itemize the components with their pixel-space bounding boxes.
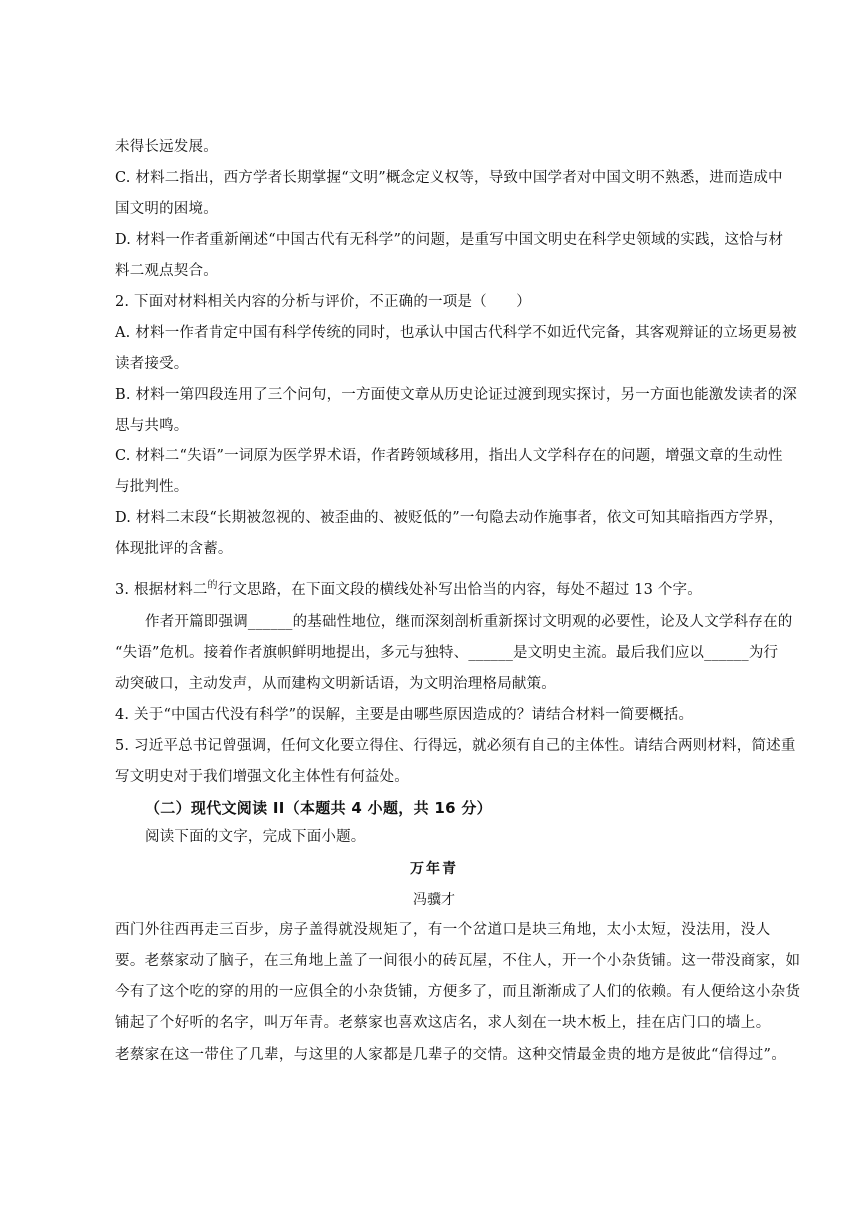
story-author: 冯骥才 [413,892,455,908]
section-instruction: 阅读下面的文字，完成下面小题。 [145,829,366,845]
text-line: 写文明史对于我们增强文化主体性有何益处。 [115,769,409,785]
text-line: 思与共鸣。 [115,418,189,434]
option-c-q1: C. 材料二指出，西方学者长期掌握“文明”概念定义权等，导致中国学者对中国文明不熟悉，进而造成中 [115,170,783,186]
section-heading: （二）现代文阅读 II（本题共 4 小题，共 16 分） [145,799,492,817]
story-title: 万年青 [410,861,458,877]
question-3-superscript: 的 [207,580,218,591]
story-paragraph: 老蔡家在这一带住了几辈，与这里的人家都是几辈子的交情。这种交情最金贵的地方是彼此“信得过”。 [115,1047,787,1063]
fill-blank-paragraph: “失语”危机。接着作者旗帜鲜明地提出，多元与独特、______是文明史主流。最后我们应以______为行 [115,645,779,661]
question-3-part2: 行文思路，在下面文段的横线处补写出恰当的内容，每处不超过 13 个字。 [217,582,702,598]
question-3 [115,576,765,600]
text-line: 国文明的困境。 [115,201,218,217]
fill-blank-paragraph: 动突破口，主动发声，从而建构文明新话语，为文明治理格局献策。 [115,676,556,692]
story-paragraph: 要。老蔡家动了脑子，在三角地上盖了一间很小的砖瓦屋，不住人，开一个小杂货铺。这一带没商家，如 [115,953,801,969]
text-line: 未得长远发展。 [115,139,218,155]
question-2: 2. 下面对材料相关内容的分析与评价，不正确的一项是（ ） [115,294,531,310]
story-paragraph: 今有了这个吃的穿的用的一应俱全的小杂货铺，方便多了，而且渐渐成了人们的依赖。有人便给这小杂货 [115,984,801,1000]
question-4: 4. 关于“中国古代没有科学”的误解，主要是由哪些原因造成的？请结合材料一简要概括。 [115,707,694,723]
text-line: 读者接受。 [115,356,189,372]
text-line: 料二观点契合。 [115,263,218,279]
option-c-q2: C. 材料二“失语”一词原为医学界术语，作者跨领域移用，指出人文学科存在的问题，增强文章的生动性 [115,448,783,464]
option-b-q2: B. 材料一第四段连用了三个问句，一方面使文章从历史论证过渡到现实探讨，另一方面也能激发读者的深 [115,387,797,403]
question-5: 5. 习近平总书记曾强调，任何文化要立得住、行得远，就必须有自己的主体性。请结合两则材料，简述重 [115,738,796,754]
fill-blank-paragraph: 作者开篇即强调______的基础性地位，继而深刻剖析重新探讨文明观的必要性，论及人文学科存在的 [145,614,793,630]
option-a-q2: A. 材料一作者肯定中国有科学传统的同时，也承认中国古代科学不如近代完备，其客观辩证的立场更易被 [115,325,797,341]
question-3-part1: 3. 根据材料二 [115,582,208,598]
text-line: 体现批评的含蓄。 [115,541,233,557]
option-d-q1: D. 材料一作者重新阐述“中国古代有无科学”的问题，是重写中国文明史在科学史领域的实践，这恰与材 [115,232,784,248]
story-paragraph: 西门外往西再走三百步，房子盖得就没规矩了，有一个岔道口是块三角地，太小太短，没法用，没人 [115,922,771,938]
text-line: 与批判性。 [115,479,189,495]
story-paragraph: 铺起了个好听的名字，叫万年青。老蔡家也喜欢这店名，求人刻在一块木板上，挂在店门口的墙上。 [115,1015,771,1031]
option-d-q2: D. 材料二末段“长期被忽视的、被歪曲的、被贬低的”一句隐去动作施事者，依文可知其暗指西方学界， [115,510,784,526]
